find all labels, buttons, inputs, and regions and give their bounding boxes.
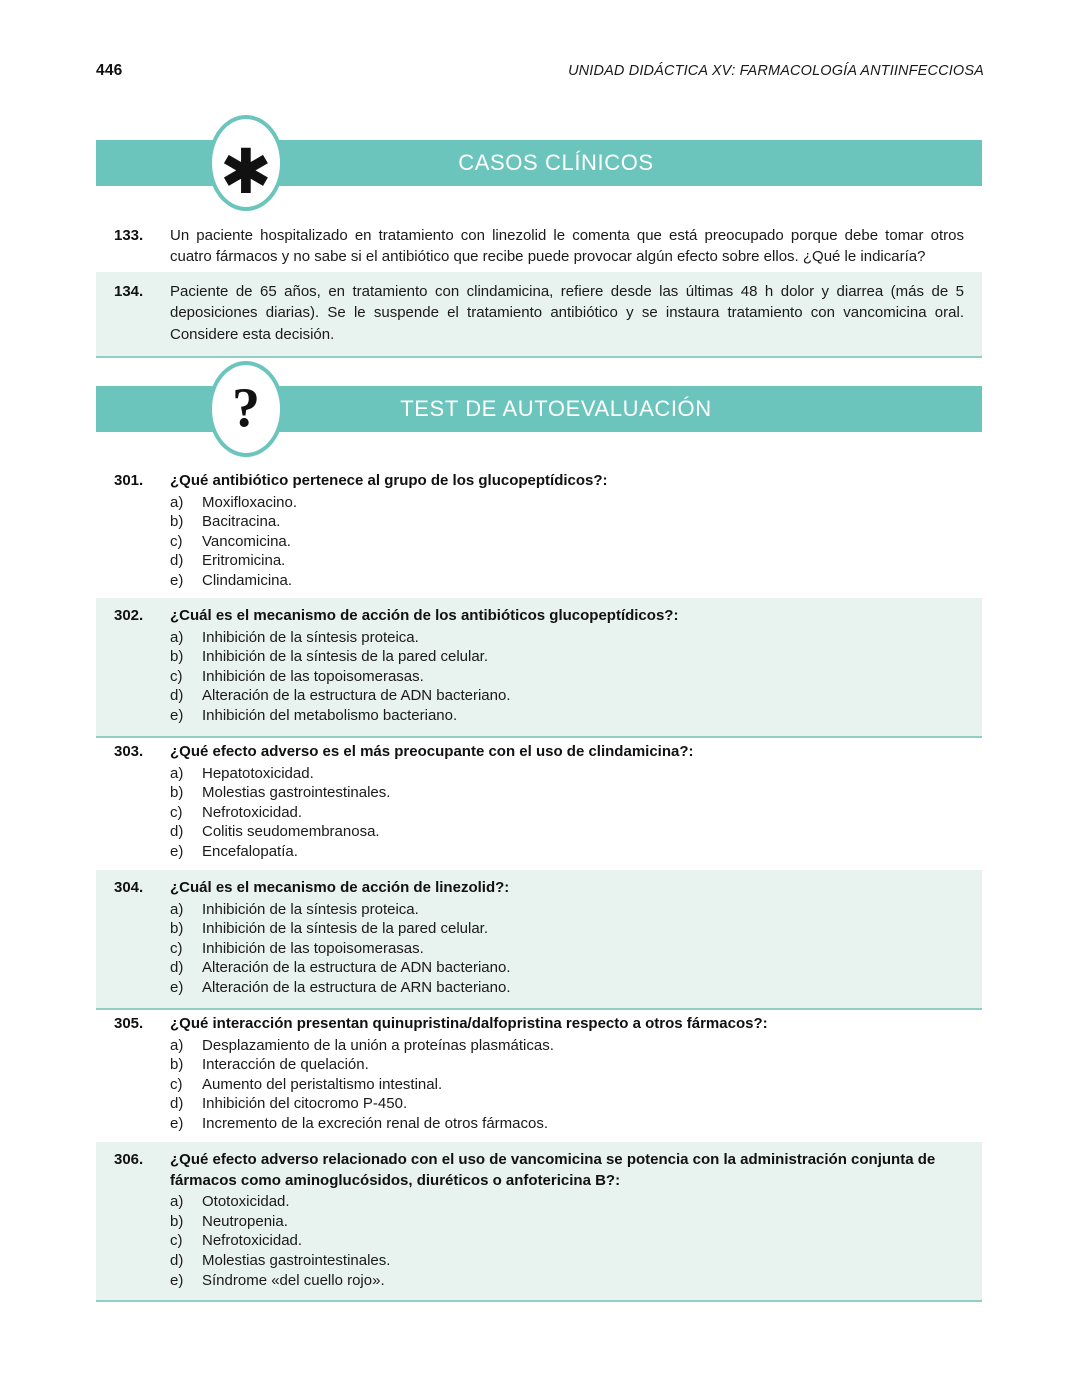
option-e[interactable]: [114, 571, 964, 591]
question-stem: ¿Qué antibiótico pertenece al grupo de los glucopeptídicos?:: [170, 472, 608, 489]
case-text: Paciente de 65 años, en tratamiento con clindamicina, refiere desde las últimas 48 h dolor y diarrea (más de 5 deposiciones diarias). Se le suspende el tratamiento antibiótico y se instaura tratamiento con vancomicina oral. Considere esta decisión.: [170, 283, 964, 343]
option-d[interactable]: [114, 686, 964, 706]
option-a[interactable]: [114, 900, 964, 920]
option-text: Aumento del peristaltismo intestinal.: [202, 1075, 443, 1093]
option-letter: e): [170, 979, 184, 997]
question-mark-icon: [208, 361, 284, 457]
option-a[interactable]: [114, 628, 964, 648]
option-a[interactable]: [114, 1036, 964, 1056]
option-letter: e): [170, 572, 184, 590]
option-letter: b): [170, 513, 184, 531]
option-text: Alteración de la estructura de ADN bacteriano.: [202, 687, 511, 705]
question-block-305: [96, 1006, 982, 1144]
option-letter: e): [170, 1271, 184, 1289]
option-text: Clindamicina.: [202, 572, 293, 590]
question-block-301: [96, 463, 982, 601]
option-text: Vancomicina.: [202, 532, 291, 550]
option-letter: e): [170, 707, 184, 725]
option-text: Encefalopatía.: [202, 843, 298, 861]
option-b[interactable]: [114, 647, 964, 667]
option-text: Interacción de quelación.: [202, 1056, 369, 1074]
question-stem: ¿Qué interacción presentan quinupristina/dalfopristina respecto a otros fármacos?:: [170, 1015, 768, 1032]
option-e[interactable]: [114, 706, 964, 726]
option-list: [114, 764, 964, 862]
option-letter: d): [170, 823, 184, 841]
option-letter: a): [170, 764, 184, 782]
question-number: 306.: [114, 1151, 144, 1168]
option-text: Nefrotoxicidad.: [202, 1232, 303, 1250]
option-d[interactable]: [114, 822, 964, 842]
option-a[interactable]: [114, 1192, 964, 1212]
option-letter: d): [170, 959, 184, 977]
option-text: Síndrome «del cuello rojo».: [202, 1271, 385, 1289]
option-text: Colitis seudomembranosa.: [202, 823, 380, 841]
question-block-306: [96, 1142, 982, 1302]
option-d[interactable]: [114, 1251, 964, 1271]
question-block-303: [96, 734, 982, 872]
option-b[interactable]: [114, 512, 964, 532]
section-banner-casos-clinicos: [96, 135, 982, 208]
running-head-title: UNIDAD DIDÁCTICA XV: FARMACOLOGÍA ANTIINFECCIOSA: [568, 63, 984, 79]
option-text: Inhibición de las topoisomerasas.: [202, 667, 424, 685]
option-text: Molestias gastrointestinales.: [202, 1252, 391, 1270]
option-e[interactable]: [114, 1271, 964, 1291]
option-letter: e): [170, 843, 184, 861]
asterisk-icon: [208, 115, 284, 211]
question-number: 304.: [114, 879, 144, 896]
question-stem: ¿Cuál es el mecanismo de acción de linezolid?:: [170, 879, 510, 896]
option-b[interactable]: [114, 1055, 964, 1075]
question-mark-glyph: ?: [232, 377, 260, 439]
option-c[interactable]: [114, 803, 964, 823]
option-text: Inhibición de la síntesis proteica.: [202, 628, 419, 646]
option-list: [114, 493, 964, 591]
question-number: 301.: [114, 472, 144, 489]
option-letter: d): [170, 1252, 184, 1270]
option-c[interactable]: [114, 1075, 964, 1095]
option-letter: d): [170, 552, 184, 570]
option-letter: d): [170, 1095, 184, 1113]
option-text: Neutropenia.: [202, 1212, 288, 1230]
option-e[interactable]: [114, 1114, 964, 1134]
option-e[interactable]: [114, 978, 964, 998]
option-list: [114, 900, 964, 998]
option-text: Ototoxicidad.: [202, 1193, 290, 1211]
option-text: Alteración de la estructura de ADN bacteriano.: [202, 959, 511, 977]
option-text: Inhibición de la síntesis de la pared celular.: [202, 648, 489, 666]
section-banner-test-autoevaluacion: [96, 377, 982, 439]
option-c[interactable]: [114, 667, 964, 687]
asterisk-glyph: ✱: [220, 135, 272, 208]
option-text: Moxifloxacino.: [202, 493, 298, 511]
option-text: Eritromicina.: [202, 552, 286, 570]
option-letter: b): [170, 1212, 184, 1230]
case-item-134: [96, 272, 982, 358]
option-c[interactable]: [114, 939, 964, 959]
option-a[interactable]: [114, 493, 964, 513]
option-text: Incremento de la excreción renal de otros fármacos.: [202, 1115, 549, 1133]
question-stem: ¿Qué efecto adverso es el más preocupante con el uso de clindamicina?:: [170, 743, 694, 760]
option-letter: b): [170, 920, 184, 938]
section-banner-title-test: TEST DE AUTOEVALUACIÓN: [400, 396, 712, 421]
running-head: [96, 62, 984, 80]
option-c[interactable]: [114, 1231, 964, 1251]
option-letter: e): [170, 1115, 184, 1133]
option-e[interactable]: [114, 842, 964, 862]
option-text: Inhibición de la síntesis de la pared celular.: [202, 920, 489, 938]
option-letter: a): [170, 628, 184, 646]
case-text: Un paciente hospitalizado en tratamiento con linezolid le comenta que está preocupado porque debe tomar otros cuatro fármacos y no sabe si el antibiótico que recibe puede provocar algún efecto sobre ellos. ¿Qué le indicaría?: [170, 227, 964, 266]
option-d[interactable]: [114, 551, 964, 571]
option-text: Inhibición de las topoisomerasas.: [202, 939, 424, 957]
option-letter: a): [170, 900, 184, 918]
option-text: Inhibición del citocromo P-450.: [202, 1095, 408, 1113]
question-number: 302.: [114, 607, 144, 624]
option-list: [114, 1192, 964, 1290]
question-block-302: [96, 598, 982, 738]
option-a[interactable]: [114, 764, 964, 784]
option-b[interactable]: [114, 783, 964, 803]
option-text: Alteración de la estructura de ARN bacteriano.: [202, 979, 511, 997]
option-text: Hepatotoxicidad.: [202, 764, 314, 782]
option-letter: d): [170, 687, 184, 705]
option-letter: b): [170, 1056, 184, 1074]
page-number: 446: [96, 62, 123, 79]
question-number: 303.: [114, 743, 144, 760]
option-b[interactable]: [114, 1212, 964, 1232]
case-number: 134.: [114, 283, 144, 300]
option-text: Molestias gastrointestinales.: [202, 784, 391, 802]
option-letter: c): [170, 1075, 183, 1093]
question-block-304: [96, 870, 982, 1010]
option-c[interactable]: [114, 532, 964, 552]
option-d[interactable]: [114, 958, 964, 978]
option-list: [114, 628, 964, 726]
section-banner-title-casos: CASOS CLÍNICOS: [458, 150, 654, 175]
option-letter: b): [170, 784, 184, 802]
option-text: Desplazamiento de la unión a proteínas plasmáticas.: [202, 1036, 554, 1054]
option-letter: a): [170, 1193, 184, 1211]
case-number: 133.: [114, 227, 144, 244]
option-letter: a): [170, 1036, 184, 1054]
option-list: [114, 1036, 964, 1134]
option-letter: a): [170, 493, 184, 511]
option-letter: c): [170, 667, 183, 685]
option-text: Nefrotoxicidad.: [202, 803, 303, 821]
question-stem: ¿Cuál es el mecanismo de acción de los antibióticos glucopeptídicos?:: [170, 607, 679, 624]
option-letter: b): [170, 648, 184, 666]
option-letter: c): [170, 939, 183, 957]
option-b[interactable]: [114, 919, 964, 939]
option-text: Inhibición de la síntesis proteica.: [202, 900, 419, 918]
option-text: Inhibición del metabolismo bacteriano.: [202, 707, 458, 725]
case-item-133: [96, 216, 982, 279]
option-d[interactable]: [114, 1094, 964, 1114]
question-number: 305.: [114, 1015, 144, 1032]
option-letter: c): [170, 803, 183, 821]
option-letter: c): [170, 532, 183, 550]
option-letter: c): [170, 1232, 183, 1250]
question-stem: ¿Qué efecto adverso relacionado con el uso de vancomicina se potencia con la administración conjunta de fármacos como aminoglucósidos, diuréticos o anfotericina B?:: [170, 1151, 936, 1189]
option-text: Bacitracina.: [202, 513, 281, 531]
